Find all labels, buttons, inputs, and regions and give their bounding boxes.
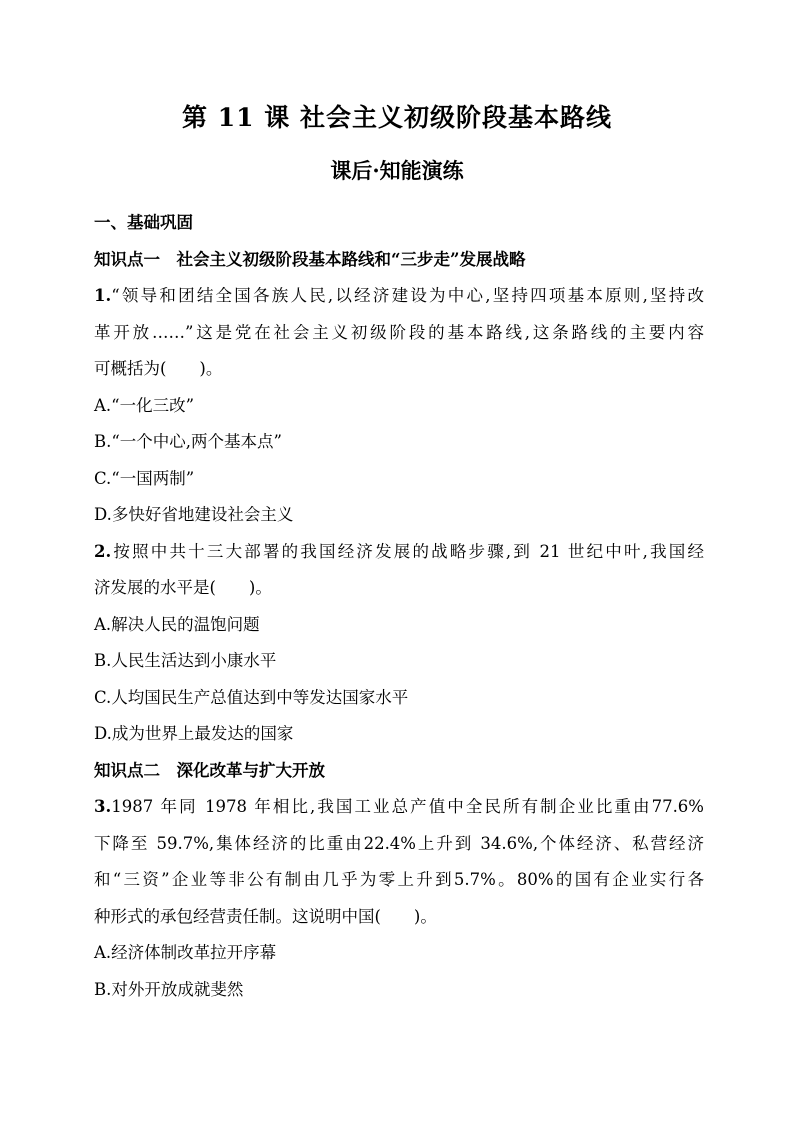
question-3-line-4: 种形式的承包经营责任制。这说明中国( )。 xyxy=(94,906,437,926)
question-2 xyxy=(94,534,704,753)
question-1-line-3: 可概括为( )。 xyxy=(94,359,223,378)
lesson-subtitle: 课后·知能演练 xyxy=(330,158,464,183)
question-2-line-1: 2.按照中共十三大部署的我国经济发展的战略步骤,到 21 世纪中叶,我国经 xyxy=(94,541,704,561)
exercise-content xyxy=(94,205,704,1008)
question-2-number: 2. xyxy=(94,541,112,561)
question-1-option-d[interactable]: D.多快好省地建设社会主义 xyxy=(94,505,294,524)
question-2-option-a[interactable]: A.解决人民的温饱问题 xyxy=(94,614,260,634)
question-1 xyxy=(94,278,704,534)
question-1-line-2: 革开放……”这是党在社会主义初级阶段的基本路线,这条路线的主要内容 xyxy=(94,322,704,342)
question-1-line-1: 1.“领导和团结全国各族人民,以经济建设为中心,坚持四项基本原则,坚持改 xyxy=(94,286,704,305)
question-1-option-b[interactable]: B.“一个中心,两个基本点” xyxy=(94,432,282,451)
question-2-option-b[interactable]: B.人民生活达到小康水平 xyxy=(94,651,277,670)
question-3 xyxy=(94,789,704,1008)
question-3-line-3: 和“三资”企业等非公有制由几乎为零上升到5.7%。80%的国有企业实行各 xyxy=(94,870,704,889)
lesson-title: 第 11 课 社会主义初级阶段基本路线 xyxy=(182,103,612,132)
knowledge-point-2: 知识点二 深化改革与扩大开放 xyxy=(94,760,325,780)
part-heading: 一、基础巩固 xyxy=(94,213,193,232)
question-2-line-2: 济发展的水平是( )。 xyxy=(94,578,272,597)
question-1-number: 1. xyxy=(94,286,112,305)
question-3-number: 3. xyxy=(94,797,112,816)
question-3-line-2: 下降至 59.7%,集体经济的比重由22.4%上升到 34.6%,个体经济、私营经济 xyxy=(94,833,704,853)
question-3-option-a[interactable]: A.经济体制改革拉开序幕 xyxy=(94,943,277,962)
question-1-option-a[interactable]: A.“一化三改” xyxy=(94,395,195,415)
question-3-option-b[interactable]: B.对外开放成就斐然 xyxy=(94,979,244,999)
question-2-option-d[interactable]: D.成为世界上最发达的国家 xyxy=(94,724,294,743)
question-2-option-c[interactable]: C.人均国民生产总值达到中等发达国家水平 xyxy=(94,687,409,707)
question-3-line-1: 3.1987 年同 1978 年相比,我国工业总产值中全民所有制企业比重由77.6% xyxy=(94,797,704,816)
knowledge-point-1: 知识点一 社会主义初级阶段基本路线和“三步走”发展战略 xyxy=(94,249,526,269)
question-1-option-c[interactable]: C.“一国两制” xyxy=(94,468,195,488)
